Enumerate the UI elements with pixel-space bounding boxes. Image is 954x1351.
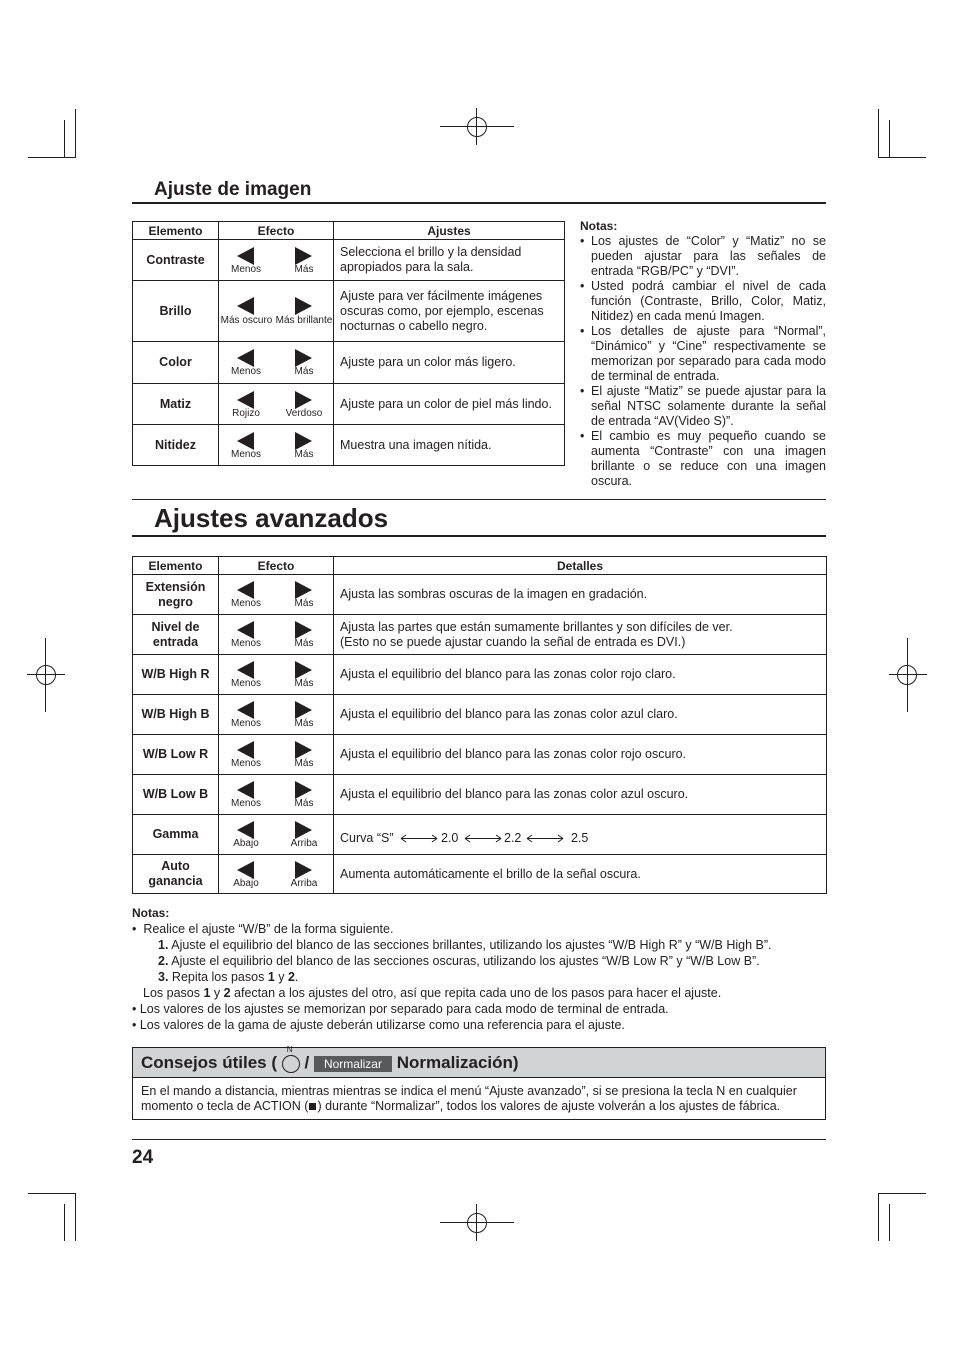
right-arrow-icon: [295, 861, 312, 879]
column-header: Elemento: [133, 557, 219, 575]
registration-line: [440, 126, 514, 127]
description-cell: Ajusta el equilibrio del blanco para las zonas color rojo oscuro.: [334, 735, 827, 775]
table-row: [133, 281, 565, 342]
registration-line: [45, 638, 46, 712]
arrow-label-right: Más: [294, 758, 314, 769]
gamma-curve-cell: [334, 815, 827, 855]
right-arrow-icon: [295, 247, 312, 265]
left-arrow-icon: [237, 861, 254, 879]
arrow-label-right: Más: [294, 449, 314, 460]
double-arrow-icon: [400, 834, 438, 843]
tips-box: [132, 1044, 826, 1120]
page-number: 24: [132, 1147, 154, 1168]
note-item: • El ajuste “Matiz” se puede ajustar para la señal NTSC solamente durante la señal de entrada “AV(Video S)”.: [580, 384, 826, 429]
column-header: Ajustes: [334, 222, 565, 240]
arrow-label-left: Abajo: [233, 838, 259, 849]
registration-line: [440, 1222, 514, 1223]
note-item: • Usted podrá cambiar el nivel de cada función (Contraste, Brillo, Color, Matiz, Nitidez) en cada menú Imagen.: [580, 279, 826, 324]
left-arrow-icon: [237, 661, 254, 679]
crop-mark: [75, 109, 76, 157]
crop-mark: [889, 1204, 890, 1241]
step-number: 3.: [158, 970, 169, 984]
crop-mark: [75, 1193, 76, 1241]
registration-mark: [36, 665, 56, 685]
element-label: Brillo: [133, 281, 219, 342]
table-row: [133, 240, 565, 281]
crop-mark: [878, 1193, 879, 1241]
arrow-label-right: Arriba: [290, 838, 318, 849]
section-rule: [132, 535, 826, 537]
right-arrow-icon: [295, 741, 312, 759]
note-item: • Los valores de los ajustes se memorizan por separado para cada modo de terminal de entrada.: [132, 1002, 669, 1016]
effect-cell: [219, 775, 334, 815]
registration-mark: [467, 1213, 487, 1233]
gamma-value: 2.2: [504, 830, 522, 845]
note-step: [132, 953, 826, 969]
gamma-value: 2.5: [571, 830, 589, 845]
note-intro: Realice el ajuste “W/B” de la forma siguiente.: [143, 922, 394, 936]
note-pasos: Los pasos 1 y 2 afectan a los ajustes del otro, así que repita cada uno de los pasos para hacer el ajuste.: [143, 986, 722, 1000]
right-arrow-icon: [295, 661, 312, 679]
description-cell: Aumenta automáticamente el brillo de la señal oscura.: [334, 855, 827, 894]
arrow-label-right: Más: [294, 264, 314, 275]
arrow-label-right: Más: [294, 718, 314, 729]
description-line: Ajusta las partes que están sumamente brillantes y son difíciles de ver.: [340, 619, 733, 634]
arrow-label-right: Más: [294, 678, 314, 689]
right-arrow-icon: [295, 297, 312, 315]
arrow-label-left: Menos: [230, 598, 261, 609]
table-row: [133, 342, 565, 384]
right-arrow-icon: [295, 781, 312, 799]
element-label: Nitidez: [133, 425, 219, 466]
table-row: [133, 384, 565, 425]
left-arrow-icon: [237, 581, 254, 599]
registration-line: [907, 638, 908, 712]
table-header-row: [133, 557, 827, 575]
element-label: Contraste: [133, 240, 219, 281]
effect-cell: [219, 695, 334, 735]
table-row: [133, 615, 827, 655]
note-item: • Realice el ajuste “W/B” de la forma siguiente.: [132, 922, 394, 936]
crop-mark: [64, 120, 65, 157]
section-rule: [132, 202, 826, 204]
double-arrow-icon: [526, 834, 564, 843]
double-arrow-icon: [464, 834, 502, 843]
crop-mark: [889, 120, 890, 157]
table-row: [133, 775, 827, 815]
arrow-label-right: Más: [294, 798, 314, 809]
effect-cell: [219, 342, 334, 384]
image-settings-table: [132, 221, 565, 466]
arrow-label-right: Más: [294, 598, 314, 609]
element-label: Extensión negro: [133, 575, 219, 615]
step-text: Repita los pasos: [171, 970, 268, 984]
effect-cell: [219, 384, 334, 425]
arrow-label-left: Más oscuro: [220, 315, 273, 326]
left-arrow-icon: [237, 247, 254, 265]
registration-mark: [467, 117, 487, 137]
image-notes: [580, 219, 826, 489]
left-arrow-icon: [237, 621, 254, 639]
tips-body: En el mando a distancia, mientras mientras se indica el menú “Ajuste avanzado”, si se presiona la tecla N en cualquier momento o tecla de ACTION ( ) durante “Normalizar”, todos los valores de ajuste volverán a los ajustes de fábrica.: [141, 1084, 797, 1113]
table-row: [133, 855, 827, 894]
advanced-settings-table: [132, 556, 827, 894]
table-row: [133, 695, 827, 735]
step-text: y: [274, 970, 288, 984]
left-arrow-icon: [237, 432, 254, 450]
effect-cell: [219, 655, 334, 695]
effect-cell: [219, 281, 334, 342]
left-arrow-icon: [237, 781, 254, 799]
crop-mark: [28, 157, 76, 158]
left-arrow-icon: [237, 741, 254, 759]
advanced-notes: [132, 905, 826, 1033]
arrow-label-right: Arriba: [290, 878, 318, 889]
arrow-label-left: Menos: [230, 449, 261, 460]
effect-cell: [219, 735, 334, 775]
crop-mark: [878, 109, 879, 157]
left-arrow-icon: [237, 391, 254, 409]
table-header-row: [133, 222, 565, 240]
arrow-label-left: Menos: [230, 678, 261, 689]
right-arrow-icon: [295, 391, 312, 409]
arrow-label-left: Menos: [230, 758, 261, 769]
element-label: Nivel de entrada: [133, 615, 219, 655]
table-row: [133, 425, 565, 466]
arrow-label-left: Menos: [230, 264, 261, 275]
left-arrow-icon: [237, 349, 254, 367]
description-cell: Ajusta el equilibrio del blanco para las zonas color azul claro.: [334, 695, 827, 735]
effect-cell: [219, 240, 334, 281]
notes-list: [580, 234, 826, 489]
note-item: • Los detalles de ajuste para “Normal”, “Dinámico” y “Cine” respectivamente se memorizan por separado para cada modo de terminal de entrada.: [580, 324, 826, 384]
registration-line: [476, 1204, 477, 1241]
step-text: .: [294, 970, 299, 984]
element-label: W/B High R: [133, 655, 219, 695]
description-cell: Ajusta el equilibrio del blanco para las zonas color rojo claro.: [334, 655, 827, 695]
step-number: 2.: [158, 954, 169, 968]
description-cell: Ajuste para un color más ligero.: [334, 342, 565, 384]
registration-line: [889, 674, 927, 675]
n-key-icon: N: [282, 1055, 300, 1073]
right-arrow-icon: [295, 581, 312, 599]
description-cell: Ajuste para ver fácilmente imágenes oscuras como, por ejemplo, escenas nocturnas o cabello negro.: [334, 281, 565, 342]
note-item: • Los ajustes de “Color” y “Matiz” no se pueden ajustar para las señales de entrada “RGB/PC” y “DVI”.: [580, 234, 826, 279]
description-cell: Ajusta las sombras oscuras de la imagen en gradación.: [334, 575, 827, 615]
element-label: W/B Low R: [133, 735, 219, 775]
arrow-label-left: Menos: [230, 366, 261, 377]
description-line: (Esto no se puede ajustar cuando la señal de entrada es DVI.): [340, 634, 686, 649]
column-header: Efecto: [219, 557, 334, 575]
right-arrow-icon: [295, 349, 312, 367]
registration-line: [27, 674, 65, 675]
footer-rule: [132, 1139, 826, 1140]
right-arrow-icon: [295, 621, 312, 639]
tips-header: [133, 1044, 825, 1078]
note-step: [132, 937, 826, 953]
registration-line: [476, 108, 477, 145]
arrow-label-left: Abajo: [233, 878, 259, 889]
arrow-label-left: Menos: [230, 798, 261, 809]
left-arrow-icon: [237, 821, 254, 839]
description-cell: Muestra una imagen nítida.: [334, 425, 565, 466]
section-title-image: Ajuste de imagen: [154, 179, 312, 200]
arrow-label-right: Más: [294, 638, 314, 649]
gamma-curve: [340, 831, 820, 847]
table-row: [133, 655, 827, 695]
column-header: Elemento: [133, 222, 219, 240]
right-arrow-icon: [295, 701, 312, 719]
arrow-label-left: Menos: [230, 638, 261, 649]
arrow-label-right: Más: [294, 366, 314, 377]
element-label: Color: [133, 342, 219, 384]
effect-cell: [219, 615, 334, 655]
section-rule: [132, 499, 826, 500]
table-row: [133, 575, 827, 615]
crop-mark: [878, 1193, 926, 1194]
note-step: [132, 969, 826, 985]
note-item: • Los valores de la gama de ajuste deberán utilizarse como una referencia para el ajuste.: [132, 1018, 625, 1032]
normalize-button: Normalizar: [314, 1056, 392, 1072]
step-text: Ajuste el equilibrio del blanco de las secciones oscuras, utilizando los ajustes “W/B Low R” y “W/B Low B”.: [171, 954, 760, 968]
element-label: Matiz: [133, 384, 219, 425]
description-cell: Ajusta el equilibrio del blanco para las zonas color azul oscuro.: [334, 775, 827, 815]
step-number: 1.: [158, 938, 169, 952]
notes-title: Notas:: [580, 219, 618, 233]
arrow-label-right: Más brillante: [275, 315, 333, 326]
effect-cell: [219, 425, 334, 466]
note-item: • El cambio es muy pequeño cuando se aumenta “Contraste” con una imagen brillante o se reduce con una imagen oscura.: [580, 429, 826, 489]
tips-title: Consejos útiles ( N / Normalizar Normalización): [141, 1044, 519, 1072]
element-label: W/B Low B: [133, 775, 219, 815]
element-label: Auto ganancia: [133, 855, 219, 894]
section-title-advanced: Ajustes avanzados: [154, 503, 389, 533]
step-ref: 1: [267, 970, 275, 984]
step-ref: 2: [287, 970, 295, 984]
effect-cell: [219, 815, 334, 855]
left-arrow-icon: [237, 297, 254, 315]
crop-mark: [64, 1204, 65, 1241]
element-label: Gamma: [133, 815, 219, 855]
right-arrow-icon: [295, 432, 312, 450]
arrow-label-left: Menos: [230, 718, 261, 729]
description-cell: Ajuste para un color de piel más lindo.: [334, 384, 565, 425]
crop-mark: [28, 1193, 76, 1194]
table-row: [133, 735, 827, 775]
column-header: Detalles: [334, 557, 827, 575]
curve-label: Curva “S”: [340, 830, 394, 845]
arrow-label-left: Rojizo: [232, 408, 260, 419]
action-button-icon: [309, 1103, 316, 1110]
effect-cell: [219, 855, 334, 894]
arrow-label-right: Verdoso: [285, 408, 323, 419]
gamma-value: 2.0: [441, 830, 459, 845]
table-row: [133, 815, 827, 855]
notes-title: Notas:: [132, 906, 170, 920]
step-text: Ajuste el equilibrio del blanco de las secciones brillantes, utilizando los ajustes “W/B High R” y “W/B High B”.: [171, 938, 772, 952]
element-label: W/B High B: [133, 695, 219, 735]
column-header: Efecto: [219, 222, 334, 240]
left-arrow-icon: [237, 701, 254, 719]
crop-mark: [878, 157, 926, 158]
right-arrow-icon: [295, 821, 312, 839]
effect-cell: [219, 575, 334, 615]
description-cell: Selecciona el brillo y la densidad apropiados para la sala.: [334, 240, 565, 281]
description-cell: [334, 615, 827, 655]
